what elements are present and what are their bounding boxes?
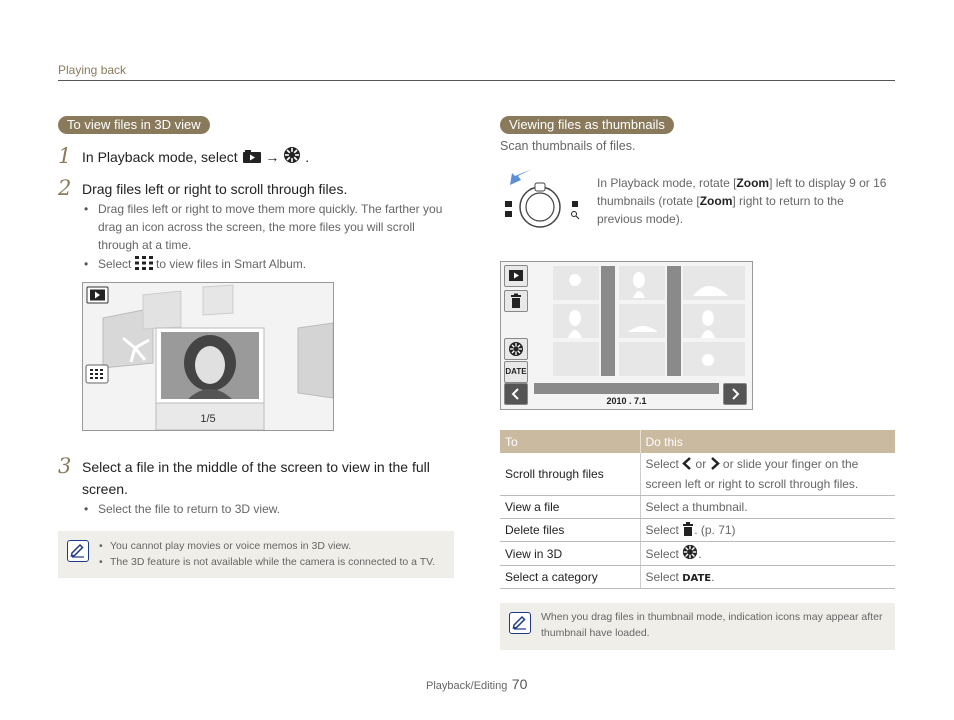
step-1-number: 1 bbox=[58, 144, 72, 168]
table-cell-do bbox=[640, 453, 895, 496]
date-category-button: DATE bbox=[504, 361, 528, 383]
left-note-bullet-1: • You cannot play movies or voice memos in 3D view. bbox=[99, 540, 352, 552]
step-3-number: 3 bbox=[58, 454, 72, 478]
row-2-after: . (p. 71) bbox=[694, 522, 736, 537]
zoom-label-1: Zoom bbox=[736, 176, 770, 190]
header-divider bbox=[58, 80, 895, 81]
table-cell-to: Delete files bbox=[500, 519, 640, 542]
delete-button bbox=[504, 290, 528, 312]
table-cell-do bbox=[640, 566, 895, 589]
image-counter: 1/5 bbox=[200, 413, 216, 425]
step-2-number: 2 bbox=[58, 176, 72, 200]
table-header-do-this: Do this bbox=[640, 430, 895, 453]
left-note-box bbox=[58, 531, 454, 578]
right-section-title: Viewing files as thumbnails bbox=[500, 116, 674, 134]
step-1-text-after: . bbox=[305, 149, 310, 165]
right-note-text: When you drag files in thumbnail mode, indication icons may appear after thumbnail have loaded. bbox=[541, 611, 883, 639]
left-note-bullet-1-text: You cannot play movies or voice memos in 3D view. bbox=[110, 540, 352, 552]
step-2-bullet-1: • Drag files left or right to move them more quickly. The farther you drag an icon across the screen, the more files you will scroll through at a time. bbox=[84, 202, 443, 252]
table-row bbox=[500, 496, 895, 519]
3d-view-button bbox=[504, 338, 528, 360]
arrow-symbol: → bbox=[265, 149, 280, 165]
zoom-dial-illustration bbox=[502, 163, 584, 233]
table-cell-do: Select a thumbnail. bbox=[640, 496, 895, 519]
zoom-desc-part-3: ] right to return to the previous mode). bbox=[597, 194, 844, 226]
playback-mode-button bbox=[504, 265, 528, 287]
actions-table bbox=[500, 430, 895, 589]
zoom-description bbox=[597, 174, 887, 228]
row-0-before: Select bbox=[645, 457, 679, 471]
table-cell-do bbox=[640, 542, 895, 566]
zoom-desc-part-2: ] left to display 9 or 16 thumbnails (rotate [ bbox=[597, 176, 887, 208]
table-row bbox=[500, 566, 895, 589]
row-0-after: or slide your finger on the screen left or right to scroll through files. bbox=[645, 457, 859, 491]
row-4-after: . bbox=[711, 570, 715, 584]
step-2-bullet-2: • Select to view files in Smart Album. bbox=[98, 255, 448, 275]
table-header-row bbox=[500, 430, 895, 453]
thumbnail-silhouettes bbox=[553, 266, 745, 376]
table-cell-to: Select a category bbox=[500, 566, 640, 589]
table-cell-do bbox=[640, 519, 895, 542]
row-0-or: or bbox=[695, 457, 707, 471]
step-1-text-before: In Playback mode, select bbox=[82, 149, 238, 165]
left-note-bullet-2-text: The 3D feature is not available while the camera is connected to a TV. bbox=[110, 556, 436, 568]
table-cell-to: View in 3D bbox=[500, 542, 640, 566]
step-2-bullet-2-after: to view files in Smart Album. bbox=[156, 257, 307, 271]
footer bbox=[426, 676, 527, 694]
playback-icon bbox=[242, 148, 262, 170]
footer-section: Playback/Editing bbox=[426, 680, 508, 692]
step-1-text bbox=[82, 146, 309, 170]
right-note-box bbox=[500, 603, 895, 650]
step-2-bullet-1-text: Drag files left or right to move them more quickly. The farther you drag an icon across the screen, the more files you will scroll through at a time. bbox=[98, 202, 443, 252]
smart-album-icon bbox=[135, 256, 153, 275]
left-note-bullet-2: • The 3D feature is not available while the camera is connected to a TV. bbox=[99, 556, 436, 568]
step-3-bullet: • Select the file to return to 3D view. bbox=[84, 502, 281, 516]
page-number: 70 bbox=[511, 676, 528, 692]
table-cell-to: Scroll through files bbox=[500, 453, 640, 496]
table-row bbox=[500, 453, 895, 496]
step-2-text: Drag files left or right to scroll through files. bbox=[82, 181, 348, 197]
step-2-bullet-2-before: Select bbox=[98, 257, 132, 271]
table-cell-to: View a file bbox=[500, 496, 640, 519]
zoom-desc-part-1: In Playback mode, rotate [ bbox=[597, 176, 737, 190]
row-2-before: Select bbox=[645, 522, 679, 537]
table-header-to: To bbox=[500, 430, 640, 453]
chevron-left-icon bbox=[682, 457, 692, 475]
trash-icon bbox=[682, 522, 694, 539]
note-icon bbox=[509, 612, 531, 634]
thumbnail-date: 2010 . 7.1 bbox=[606, 396, 647, 406]
table-row bbox=[500, 542, 895, 566]
left-section-title: To view files in 3D view bbox=[58, 116, 210, 134]
row-4-before: Select bbox=[645, 570, 679, 584]
3d-view-icon bbox=[283, 146, 301, 170]
3d-view-illustration bbox=[83, 283, 333, 430]
zoom-label-2: Zoom bbox=[699, 194, 733, 208]
thumbnails-intro: Scan thumbnails of files. bbox=[500, 139, 636, 153]
row-3-after: . bbox=[698, 547, 702, 561]
timeline-bar bbox=[534, 383, 719, 394]
chevron-right-icon bbox=[710, 457, 720, 475]
table-row bbox=[500, 519, 895, 542]
step-3-bullet-text: Select the file to return to 3D view. bbox=[98, 502, 281, 516]
note-icon bbox=[67, 540, 89, 562]
3d-view-icon bbox=[682, 544, 698, 563]
thumbnail-screen-image bbox=[500, 261, 753, 410]
row-3-before: Select bbox=[645, 547, 679, 561]
3d-view-screen-image bbox=[82, 282, 334, 431]
step-3-text: Select a file in the middle of the screen to view in the full screen. bbox=[82, 459, 430, 497]
date-icon: DATE bbox=[682, 573, 712, 584]
section-header: Playing back bbox=[58, 63, 127, 77]
